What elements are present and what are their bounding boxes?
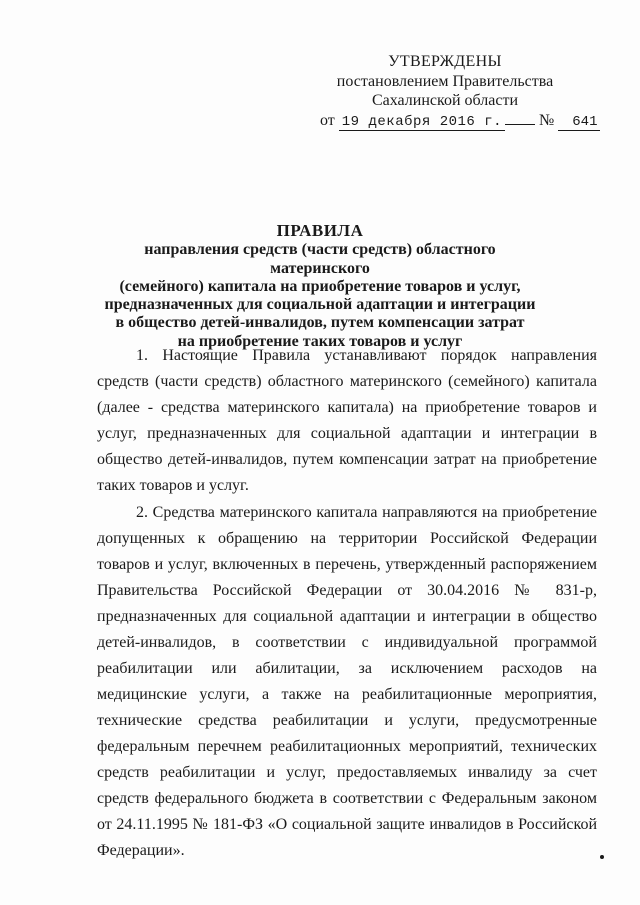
subtitle-line-3: предназначенных для социальной адаптации и интеграции [104,296,536,314]
subtitle-line-5: на приобретение таких товаров и услуг [177,332,463,350]
approval-heading: УТВЕРЖДЕНЫ [388,53,502,70]
document-title-block [100,222,540,351]
approval-line-2: Сахалинской области [371,92,519,109]
document-body [97,343,597,864]
approval-block [300,52,598,132]
paragraph-2: 2. Средства материнского капитала направляются на приобретение допущенных к обращению на территории Российской Федерации товаров и услуг, включенных в перечень, утвержденный распоряжением Правительства Российской Федерации от 30.04.2016 № 831-р, предназначенных для социальной адаптации и интеграции в общество детей-инвалидов, в соответствии с индивидуальной программой реабилитации или абилитации, за исключением расходов на медицинские услуги, а также на реабилитационные мероприятия, технические средства реабилитации и услуги, предусмотренные федеральным перечнем реабилитационных мероприятий, технических средств реабилитации и услуг, предоставляемых инвалиду за счет средств федерального бюджета в соответствии с Федеральным законом от 24.11.1995 № 181-ФЗ «О социальной защите инвалидов в Российской Федерации». [97,504,597,859]
approval-date: 19 декабря 2016 г. [339,114,505,131]
approval-date-line [300,111,598,133]
number-label: № [539,111,555,129]
subtitle-line-2: (семейного) капитала на приобретение товаров и услуг, [119,277,521,295]
approval-line-1: постановлением Правительства [336,72,554,90]
date-underline [505,112,535,125]
from-label: от [320,111,335,129]
subtitle-line-1: направления средств (части средств) областного материнского [144,241,496,277]
subtitle-line-4: в общество детей-инвалидов, путем компенсации затрат [115,314,525,332]
approval-number: 641 [558,114,599,131]
document-title: ПРАВИЛА [276,221,364,240]
scan-speck [600,855,604,859]
paragraph-1: 1. Настоящие Правила устанавливают порядок направления средств (части средств) областного материнского (семейного) капитала (далее - средства материнского капитала) на приобретение товаров и услуг, предназначенных для социальной адаптации и интеграции в общество детей-инвалидов, путем компенсации затрат на приобретение таких товаров и услуг. [97,347,597,494]
